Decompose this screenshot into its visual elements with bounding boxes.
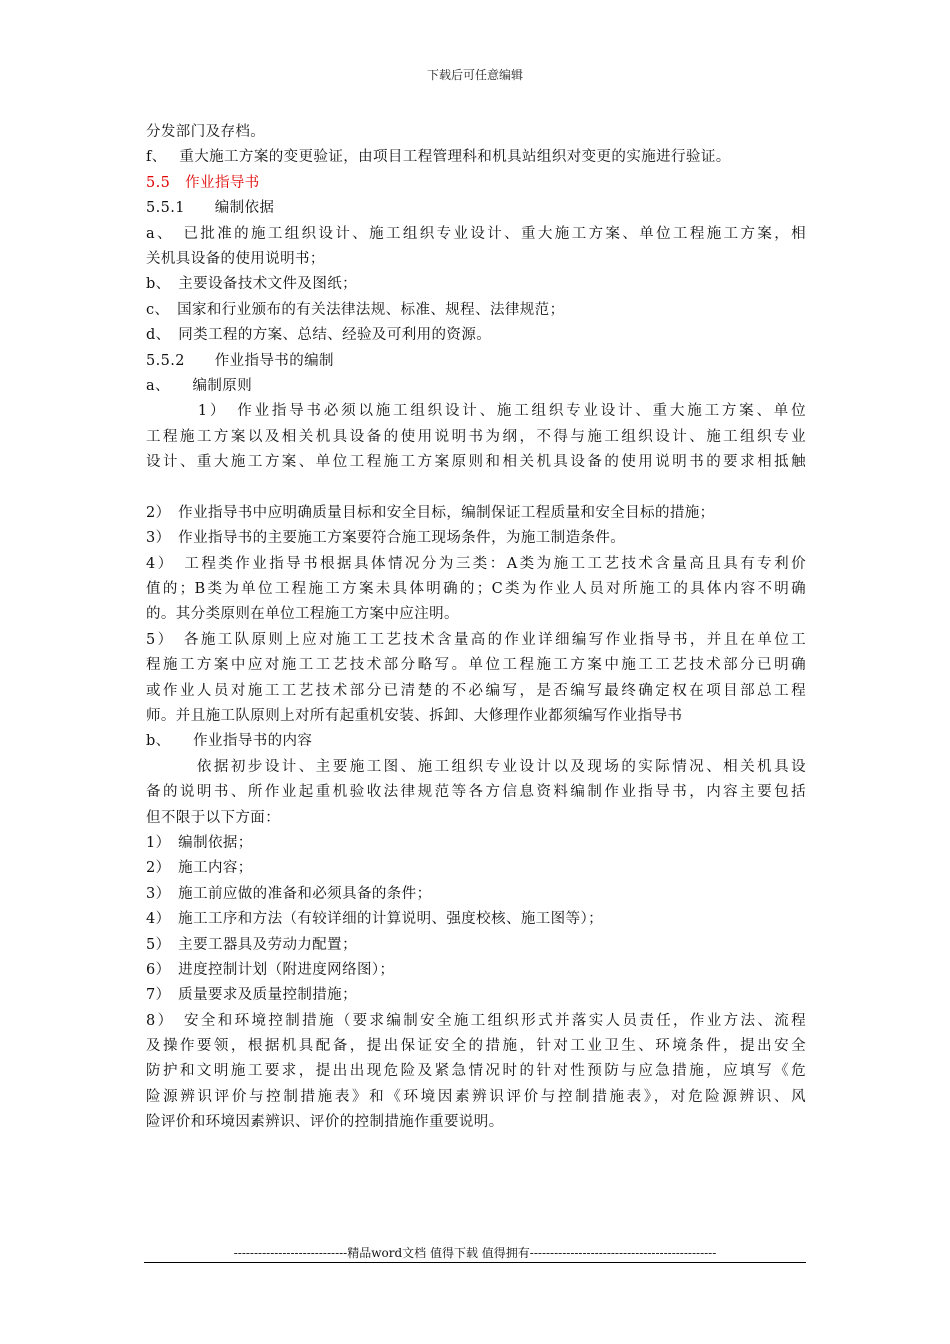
text-line: 1） 作业指导书必须以施工组织设计、施工组织专业设计、重大施工方案、单位: [146, 403, 806, 420]
blank-line: [146, 475, 806, 500]
text-line: a、 已批准的施工组织设计、施工组织专业设计、重大施工方案、单位工程施工方案，相: [146, 225, 806, 242]
text-line: b、 作业指导书的内容: [146, 733, 313, 750]
text-line: 1） 编制依据；: [146, 834, 253, 851]
text-line: 但不限于以下方面：: [146, 809, 281, 826]
text-line: 关机具设备的使用说明书；: [146, 250, 325, 267]
text-line: 防护和文明施工要求，提出出现危险及紧急情况时的针对性预防与应急措施，应填写《危: [146, 1063, 806, 1080]
text-line: 2） 施工内容；: [146, 860, 253, 877]
text-line: 4） 工程类作业指导书根据具体情况分为三类：A类为施工工艺技术含量高且具有专利价: [146, 555, 806, 572]
document-body: [146, 120, 806, 1136]
text-line: b、 主要设备技术文件及图纸；: [146, 276, 358, 293]
text-line: c、 国家和行业颁布的有关法律法规、标准、规程、法律规范；: [146, 301, 565, 318]
text-line: a、 编制原则: [146, 377, 253, 394]
text-line: 依据初步设计、主要施工图、施工组织专业设计以及现场的实际情况、相关机具设: [146, 758, 806, 775]
text-line: 工程施工方案以及相关机具设备的使用说明书为纲，不得与施工组织设计、施工组织专业: [146, 428, 806, 445]
text-line: 师。并且施工队原则上对所有起重机安装、拆卸、大修理作业都须编写作业指导书: [146, 707, 683, 724]
text-line: f、 重大施工方案的变更验证，由项目工程管理科和机具站组织对变更的实施进行验证。: [146, 149, 731, 166]
text-line: 5） 主要工器具及劳动力配置；: [146, 936, 357, 953]
text-line: 分发部门及存档。: [146, 124, 266, 140]
text-line: 5.5.1 编制依据: [146, 200, 275, 217]
text-line: 8） 安全和环境控制措施（要求编制安全施工组织形式并落实人员责任，作业方法、流程: [146, 1012, 806, 1029]
text-line: 3） 施工前应做的准备和必须具备的条件；: [146, 885, 432, 902]
footer-rule: [144, 1262, 806, 1263]
text-line: 或作业人员对施工工艺技术部分已清楚的不必编写，是否编写最终确定权在项目部总工程: [146, 682, 806, 699]
text-line: 6） 进度控制计划（附进度网络图）；: [146, 961, 395, 978]
text-line: 5.5.2 作业指导书的编制: [146, 352, 334, 369]
text-line: 备的说明书、所作业起重机验收法律规范等各方信息资料编制作业指导书，内容主要包括: [146, 784, 806, 801]
text-line: 险源辨识评价与控制措施表》和《环境因素辨识评价与控制措施表》，对危险源辨识、风: [146, 1088, 806, 1105]
text-line: 险评价和环境因素辨识、评价的控制措施作重要说明。: [146, 1114, 504, 1131]
text-line: d、 同类工程的方案、总结、经验及可利用的资源。: [146, 327, 492, 344]
section-heading: 5.5 作业指导书: [146, 174, 260, 191]
page-header: 下载后可任意编辑: [426, 68, 523, 82]
text-line: 程施工方案中应对施工工艺技术部分略写。单位工程施工方案中施工工艺技术部分已明确: [146, 657, 806, 674]
text-line: 2） 作业指导书中应明确质量目标和安全目标，编制保证工程质量和安全目标的措施；: [146, 504, 715, 521]
text-line: 设计、重大施工方案、单位工程施工方案原则和相关机具设备的使用说明书的要求相抵触: [146, 454, 806, 471]
text-line: 及操作要领，根据机具配备，提出保证安全的措施，针对工业卫生、环境条件，提出安全: [146, 1038, 806, 1055]
text-line: 7） 质量要求及质量控制措施；: [146, 987, 357, 1004]
page-footer: ----------------------------精品word文档 值得下载 值得拥有----------------------------------------------: [233, 1246, 717, 1260]
text-line: 3） 作业指导书的主要施工方案要符合施工现场条件，为施工制造条件。: [146, 530, 626, 547]
text-line: 值的；B类为单位工程施工方案未具体明确的；C类为作业人员对所施工的具体内容不明确: [146, 581, 806, 598]
text-line: 的。其分类原则在单位工程施工方案中应注明。: [146, 606, 459, 623]
text-line: 5） 各施工队原则上应对施工工艺技术含量高的作业详细编写作业指导书，并且在单位工: [146, 631, 806, 648]
text-line: 4） 施工工序和方法（有较详细的计算说明、强度校核、施工图等）；: [146, 911, 604, 928]
